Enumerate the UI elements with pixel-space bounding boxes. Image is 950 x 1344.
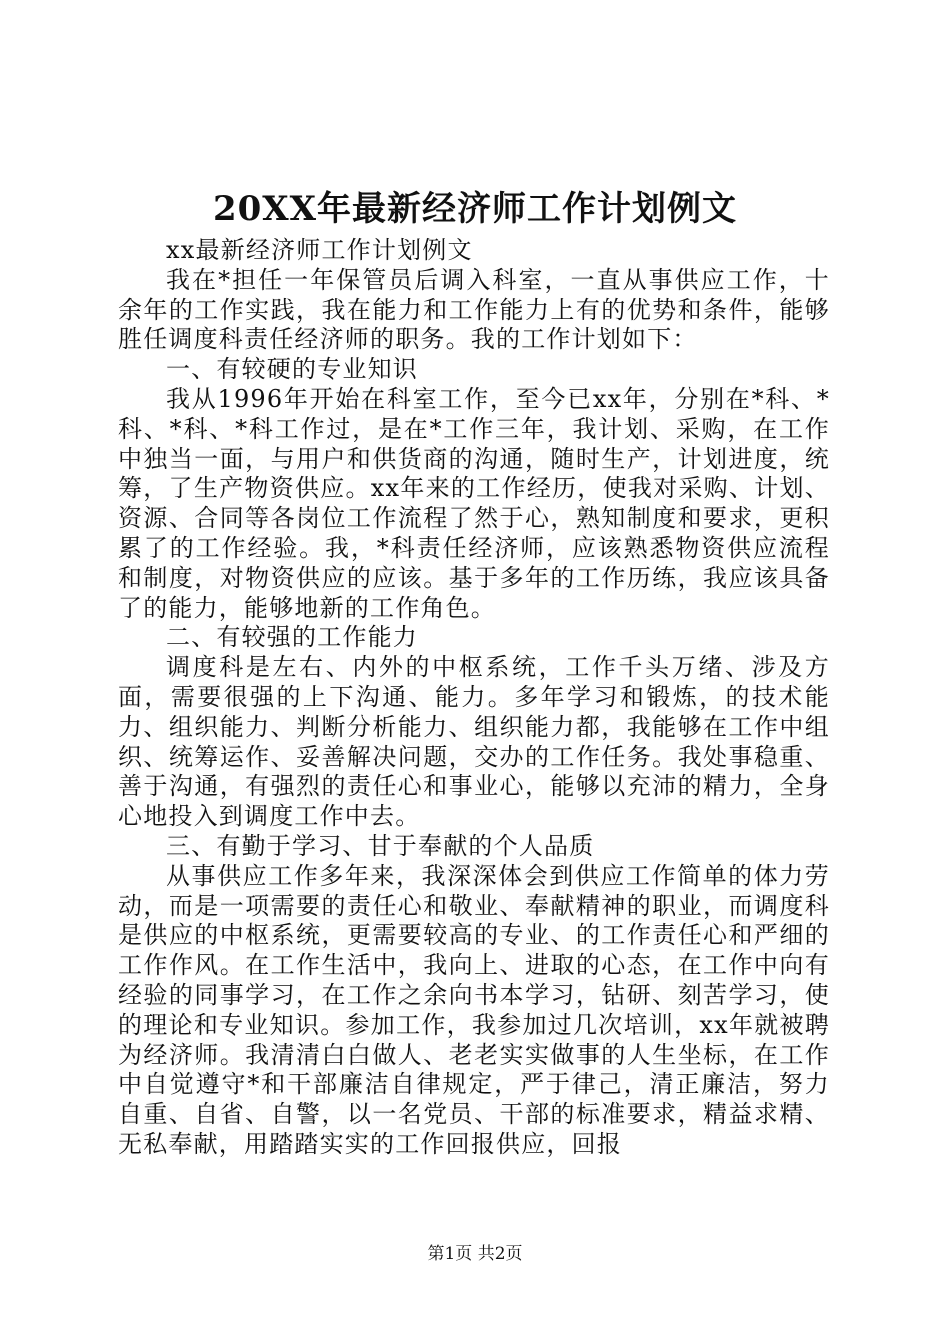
section-heading-2: 二、有较强的工作能力 [166, 623, 418, 652]
paragraph-section-1: 我从1996年开始在科室工作，至今已xx年，分别在*科、*科、*科、*科工作过，是在*工作三年，我计划、采购，在工作中独当一面，与用户和供货商的沟通，随时生产，计划进度，统筹，了生产物资供应。xx年来的工作经历，使我对采购、计划、资源、合同等各岗位工作流程了然于心，熟知制度和要求，更积累了的工作经验。我，*科责任经济师，应该熟悉物资供应流程和制度，对物资供应的应该。基于多年的工作历练，我应该具备了的能力，能够地新的工作角色。 [118, 384, 830, 622]
paragraph-section-3: 从事供应工作多年来，我深深体会到供应工作简单的体力劳动，而是一项需要的责任心和敬业、奉献精神的职业，而调度科是供应的中枢系统，更需要较高的专业、的工作责任心和严细的工作作风。在工作生活中，我向上、进取的心态，在工作中向有经验的同事学习，在工作之余向书本学习，钻研、刻苦学习，使的理论和专业知识。参加工作，我参加过几次培训，xx年就被聘为经济师。我清清白白做人、老老实实做事的人生坐标，在工作中自觉遵守*和干部廉洁自律规定，严于律己，清正廉洁，努力自重、自省、自警，以一名党员、干部的标准要求，精益求精、无私奉献，用踏踏实实的工作回报供应，回报 [118, 861, 830, 1158]
document-title: 20XX年最新经济师工作计划例文 [212, 189, 738, 229]
document-body [118, 236, 830, 1160]
paragraph-subtitle: xx最新经济师工作计划例文 [166, 236, 473, 264]
section-heading-3: 三、有勤于学习、甘于奉献的个人品质 [166, 831, 595, 860]
paragraph-section-2: 调度科是左右、内外的中枢系统，工作千头万绪、涉及方面，需要很强的上下沟通、能力。多年学习和锻炼，的技术能力、组织能力、判断分析能力、组织能力都，我能够在工作中组织、统筹运作、妥善解决问题，交办的工作任务。我处事稳重、善于沟通，有强烈的责任心和事业心，能够以充沛的精力，全身心地投入到调度工作中去。 [118, 653, 830, 831]
page-footer: 第1页 共2页 [427, 1244, 523, 1264]
paragraph-intro: 我在*担任一年保管员后调入科室，一直从事供应工作，十余年的工作实践，我在能力和工作能力上有的优势和条件，能够胜任调度科责任经济师的职务。我的工作计划如下： [118, 265, 830, 354]
section-heading-1: 一、有较硬的专业知识 [166, 355, 418, 384]
